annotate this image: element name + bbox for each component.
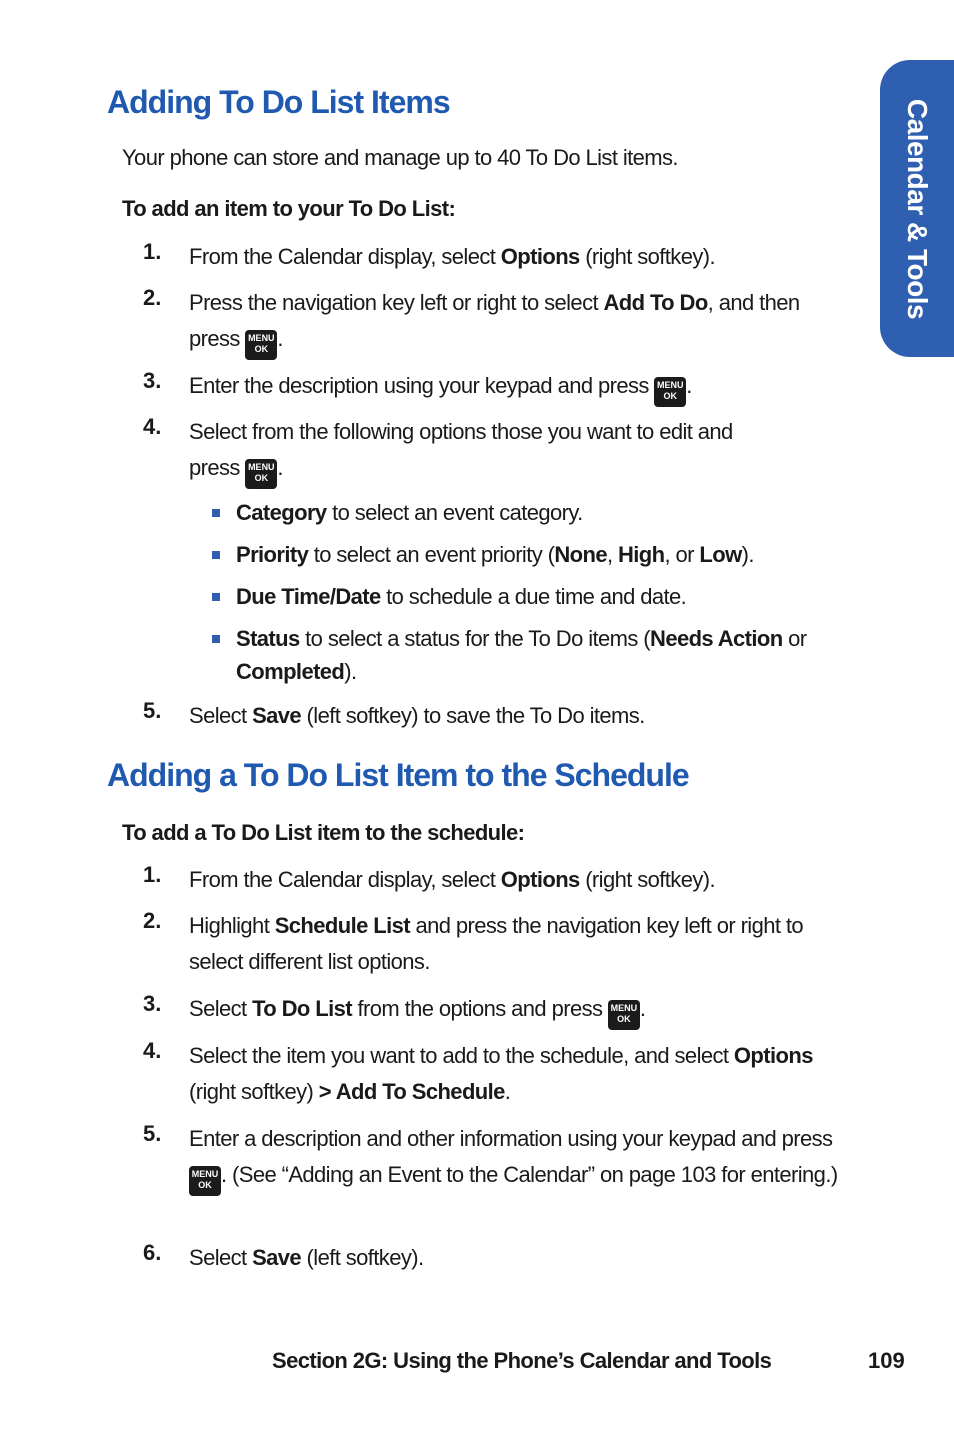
step-text: Select Save (left softkey) to save the To Do items. — [189, 703, 645, 728]
step-text: Select To Do List from the options and press MENU OK . — [189, 991, 849, 1030]
bullet-text: Status to select a status for the To Do items (Needs Action or Completed). — [236, 626, 807, 684]
section-title-adding-items: Adding To Do List Items — [107, 84, 450, 120]
step-text: Enter a description and other information using your keypad and press MENU OK . (See “Adding an Event to the Calendar” on page 103 for entering.) — [189, 1121, 849, 1196]
step-number: 3. — [143, 991, 162, 1016]
step-text: Select the item you want to add to the schedule, and select Options (right softkey) > Add To Schedule. — [189, 1043, 813, 1104]
step-number: 6. — [143, 1240, 162, 1265]
step-number: 1. — [143, 239, 162, 264]
procedure-lead-1: To add an item to your To Do List: — [122, 196, 456, 221]
bullet-text: Due Time/Date to schedule a due time and date. — [236, 584, 687, 609]
menu-ok-key-icon: MENU OK — [654, 377, 686, 407]
bullet-square-icon — [212, 509, 220, 517]
section-title-adding-to-schedule: Adding a To Do List Item to the Schedule — [107, 757, 689, 793]
step-text: From the Calendar display, select Options (right softkey). — [189, 867, 715, 892]
step-text: Enter the description using your keypad and press MENU OK . — [189, 368, 849, 407]
step-text: Press the navigation key left or right to select Add To Do, and then press MENU OK . — [189, 285, 849, 360]
menu-ok-key-icon: MENU OK — [189, 1166, 221, 1196]
bullet-square-icon — [212, 551, 220, 559]
chapter-tab-label: Calendar & Tools — [902, 98, 933, 319]
step-number: 4. — [143, 414, 162, 439]
step-number: 1. — [143, 862, 162, 887]
menu-ok-key-icon: MENU OK — [245, 459, 277, 489]
step-text: From the Calendar display, select Options (right softkey). — [189, 244, 715, 269]
footer-section-title: Section 2G: Using the Phone’s Calendar and Tools — [272, 1348, 772, 1373]
step-number: 3. — [143, 368, 162, 393]
intro-paragraph: Your phone can store and manage up to 40 To Do List items. — [122, 145, 678, 170]
step-text: Highlight Schedule List and press the navigation key left or right to select different list options. — [189, 913, 804, 974]
step-number: 4. — [143, 1038, 162, 1063]
page-number: 109 — [868, 1348, 905, 1373]
menu-ok-key-icon: MENU OK — [245, 330, 277, 360]
step-number: 5. — [143, 1121, 162, 1146]
bullet-square-icon — [212, 593, 220, 601]
step-text: Select from the following options those you want to edit and press MENU OK . — [189, 414, 779, 489]
menu-ok-key-icon: MENU OK — [608, 1000, 640, 1030]
procedure-lead-2: To add a To Do List item to the schedule: — [122, 820, 525, 845]
bullet-square-icon — [212, 635, 220, 643]
bullet-text: Priority to select an event priority (None, High, or Low). — [236, 542, 754, 567]
bullet-text: Category to select an event category. — [236, 500, 583, 525]
chapter-side-tab — [880, 60, 954, 357]
step-number: 5. — [143, 698, 162, 723]
step-number: 2. — [143, 908, 162, 933]
step-number: 2. — [143, 285, 162, 310]
step-text: Select Save (left softkey). — [189, 1245, 424, 1270]
